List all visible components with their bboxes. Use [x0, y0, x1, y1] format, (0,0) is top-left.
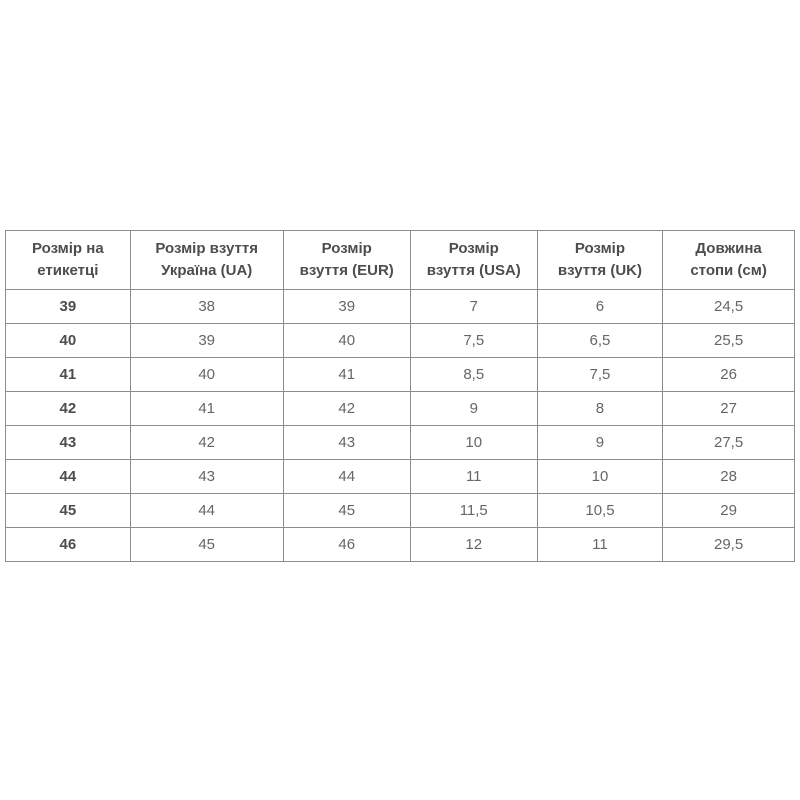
table-row	[6, 324, 795, 358]
size-value-cell: 29	[663, 494, 795, 528]
size-value-cell: 44	[130, 494, 283, 528]
size-value-cell: 46	[283, 528, 410, 562]
column-header: Довжина стопи (см)	[663, 231, 795, 290]
size-value-cell: 41	[283, 358, 410, 392]
size-value-cell: 27,5	[663, 426, 795, 460]
label-size-cell: 44	[6, 460, 131, 494]
size-value-cell: 24,5	[663, 290, 795, 324]
table-row	[6, 528, 795, 562]
column-header: Розмір взуття (UK)	[537, 231, 662, 290]
size-value-cell: 28	[663, 460, 795, 494]
column-header: Розмір взуття (USA)	[410, 231, 537, 290]
size-value-cell: 26	[663, 358, 795, 392]
label-size-cell: 45	[6, 494, 131, 528]
table-row	[6, 426, 795, 460]
table-body	[6, 290, 795, 562]
table-header-row	[6, 231, 795, 290]
size-value-cell: 10	[410, 426, 537, 460]
label-size-cell: 46	[6, 528, 131, 562]
size-value-cell: 43	[130, 460, 283, 494]
size-value-cell: 44	[283, 460, 410, 494]
table-row	[6, 358, 795, 392]
label-size-cell: 43	[6, 426, 131, 460]
column-header: Розмір взуття (EUR)	[283, 231, 410, 290]
size-value-cell: 7	[410, 290, 537, 324]
size-value-cell: 43	[283, 426, 410, 460]
column-header: Розмір на етикетці	[6, 231, 131, 290]
table-row	[6, 494, 795, 528]
size-value-cell: 9	[537, 426, 662, 460]
column-header: Розмір взуття Україна (UA)	[130, 231, 283, 290]
size-value-cell: 39	[283, 290, 410, 324]
table-row	[6, 290, 795, 324]
size-value-cell: 12	[410, 528, 537, 562]
size-value-cell: 40	[283, 324, 410, 358]
size-value-cell: 6,5	[537, 324, 662, 358]
size-value-cell: 25,5	[663, 324, 795, 358]
size-value-cell: 7,5	[410, 324, 537, 358]
size-value-cell: 42	[283, 392, 410, 426]
size-value-cell: 45	[130, 528, 283, 562]
size-value-cell: 8,5	[410, 358, 537, 392]
label-size-cell: 39	[6, 290, 131, 324]
size-value-cell: 40	[130, 358, 283, 392]
size-value-cell: 10,5	[537, 494, 662, 528]
table-header	[6, 231, 795, 290]
size-value-cell: 11	[410, 460, 537, 494]
size-value-cell: 45	[283, 494, 410, 528]
size-value-cell: 38	[130, 290, 283, 324]
size-value-cell: 10	[537, 460, 662, 494]
size-value-cell: 27	[663, 392, 795, 426]
size-value-cell: 6	[537, 290, 662, 324]
size-value-cell: 11	[537, 528, 662, 562]
shoe-size-conversion-table	[5, 230, 795, 562]
shoe-size-conversion-table-container	[5, 230, 795, 562]
label-size-cell: 41	[6, 358, 131, 392]
size-value-cell: 11,5	[410, 494, 537, 528]
size-value-cell: 41	[130, 392, 283, 426]
size-value-cell: 39	[130, 324, 283, 358]
label-size-cell: 42	[6, 392, 131, 426]
table-row	[6, 392, 795, 426]
size-value-cell: 7,5	[537, 358, 662, 392]
size-value-cell: 29,5	[663, 528, 795, 562]
label-size-cell: 40	[6, 324, 131, 358]
size-value-cell: 42	[130, 426, 283, 460]
size-value-cell: 9	[410, 392, 537, 426]
table-row	[6, 460, 795, 494]
size-value-cell: 8	[537, 392, 662, 426]
